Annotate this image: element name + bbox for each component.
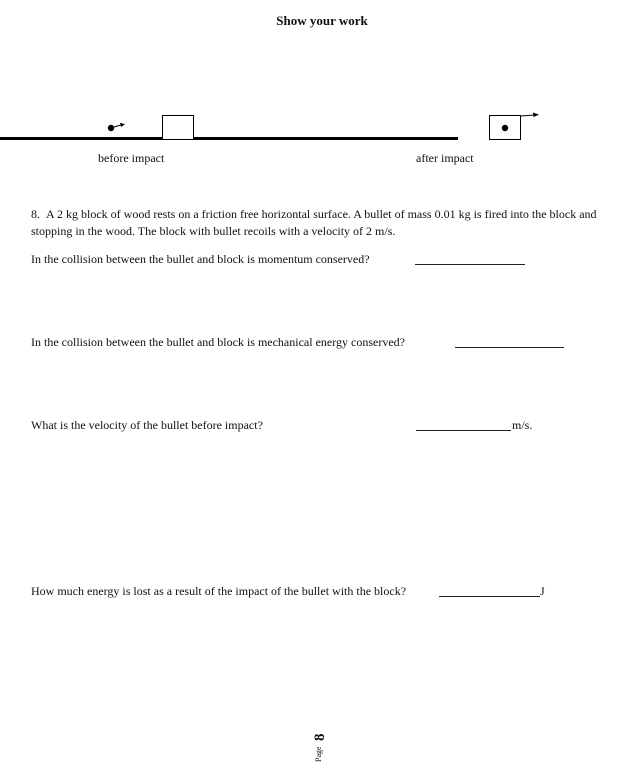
- bullet-before: [108, 125, 114, 131]
- page-number: 8: [312, 733, 328, 741]
- page-footer: [312, 728, 330, 762]
- bullet-before-arrow: [114, 125, 121, 127]
- collision-diagram: [0, 100, 644, 150]
- velocity-unit: m/s.: [512, 418, 533, 432]
- bullet-embedded: [502, 125, 508, 131]
- velocity-answer-blank[interactable]: [416, 422, 511, 431]
- block-after-velocity-arrow: [521, 115, 534, 116]
- momentum-answer-blank[interactable]: [415, 256, 525, 265]
- part-energy-lost-question: How much energy is lost as a result of the impact of the bullet with the block?: [31, 584, 407, 598]
- part-momentum-question: In the collision between the bullet and block is momentum conserved?: [31, 252, 370, 266]
- after-impact-label: after impact: [416, 151, 474, 165]
- energy-unit: J: [540, 584, 545, 598]
- part-velocity-question: What is the velocity of the bullet before impact?: [31, 418, 263, 432]
- before-impact-label: before impact: [98, 151, 165, 165]
- question-statement: A 2 kg block of wood rests on a friction free horizontal surface. A bullet of mass 0.01 kg is fired into the block and stopping in the wood. The block with bullet recoils with a velocity of 2 m/s.: [31, 207, 597, 238]
- problem-statement: [31, 206, 611, 240]
- part-energy-conserved-question: In the collision between the bullet and block is mechanical energy conserved?: [31, 335, 405, 349]
- energy-conserved-answer-blank[interactable]: [455, 339, 564, 348]
- question-number: 8.: [31, 207, 40, 221]
- page-word: Page: [314, 746, 323, 762]
- block-before: [163, 116, 194, 140]
- energy-lost-answer-blank[interactable]: [439, 588, 540, 597]
- page-title: Show your work: [276, 13, 368, 28]
- bullet-before-arrowhead: [120, 123, 125, 127]
- block-after-arrowhead: [533, 113, 539, 118]
